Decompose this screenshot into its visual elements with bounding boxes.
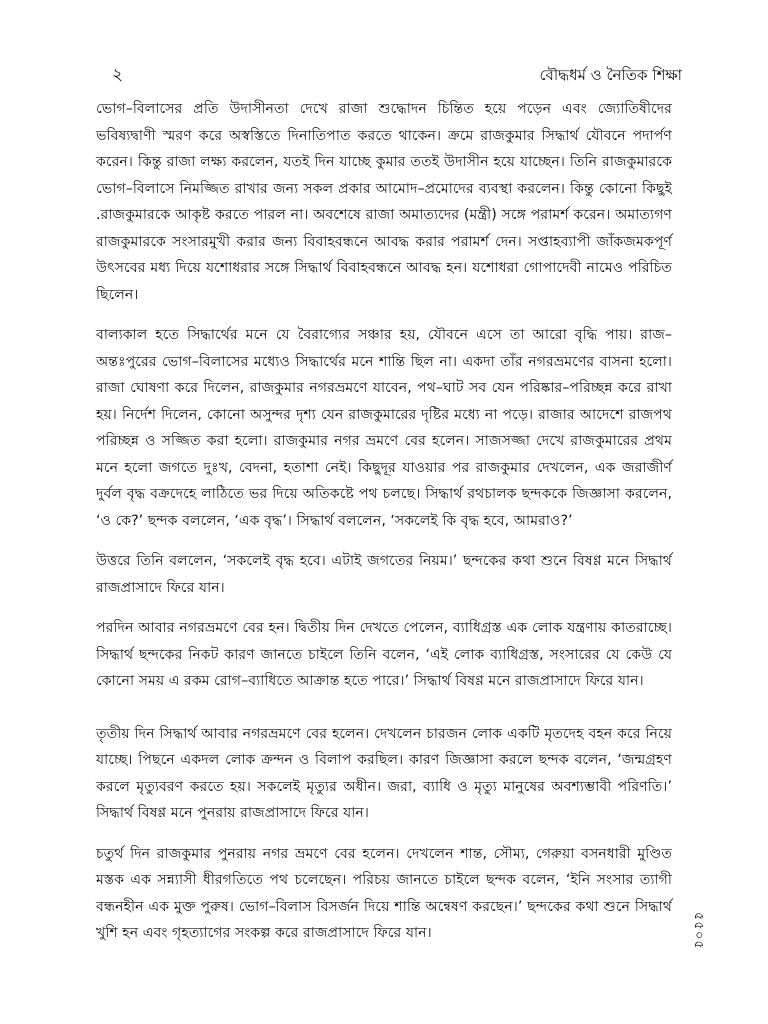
paragraph-6: চতুর্থ দিন রাজকুমার পুনরায় নগর ভ্রমণে বের হলেন। দেখলেন শান্ত, সৌম্য, গেরুয়া বসনধারী মুণ্ডিত মস্তক এক সন্ন্যাসী ধীরগতিতে পথ চলেছেন। পরিচয় জানতে চাইলে ছন্দক বলেন, ‘ইনি সংসার ত্যাগী বন্ধনহীন এক মুক্ত পুরুষ। ভোগ–বিলাস বিসর্জন দিয়ে শান্তি অন্বেষণ করছেন।’ ছন্দকের কথা শুনে সিদ্ধার্থ খুশি হন এবং গৃহত্যাগের সংকল্প করে রাজপ্রাসাদে ফিরে যান।: [96, 845, 672, 941]
paragraph-4: পরদিন আবার নগরভ্রমণে বের হন। দ্বিতীয় দিন দেখতে পেলেন, ব্যাধিগ্রস্ত এক লোক যন্ত্রণায় কাতরাচ্ছে। সিদ্ধার্থ ছন্দকের নিকট কারণ জানতে চাইলে তিনি বলেন, ‘এই লোক ব্যাধিগ্রস্ত, সংসারের যে কেউ যে কোনো সময় এ রকম রোগ–ব্যাধিতে আক্রান্ত হতে পারে।’ সিদ্ধার্থ বিষণ্ণ মনে রাজপ্রাসাদে ফিরে যান।: [96, 620, 672, 689]
paragraph-1: ভোগ–বিলাসের প্রতি উদাসীনতা দেখে রাজা শুদ্ধোদন চিন্তিত হয়ে পড়েন এবং জ্যোতিষীদের ভবিষ্যদ্বাণী স্মরণ করে অস্বস্তিতে দিনাতিপাত করতে থাকেন। ক্রমে রাজকুমার সিদ্ধার্থ যৌবনে পদার্পণ করেন। কিন্তু রাজা লক্ষ্য করলেন, যতই দিন যাচ্ছে কুমার ততই উদাসীন হয়ে যাচ্ছেন। তিনি রাজকুমারকে ভোগ–বিলাসে নিমজ্জিত রাখার জন্য সকল প্রকার আমোদ–প্রমোদের ব্যবস্থা করলেন। কিন্তু কোনো কিছুই .রাজকুমারকে আকৃষ্ট করতে পারল না। অবশেষে রাজা অমাত্যদের (মন্ত্রী) সঙ্গে পরামর্শ করেন। অমাত্যগণ রাজকুমারকে সংসারমুখী করার জন্য বিবাহবন্ধনে আবদ্ধ করার পরামর্শ দেন। সপ্তাহব্যাপী জাঁকজমকপূর্ণ উৎসবের মধ্য দিয়ে যশোধরার সঙ্গে সিদ্ধার্থ বিবাহবন্ধনে আবদ্ধ হন। যশোধরা গোপাদেবী নামেও পরিচিত ছিলেন।: [96, 101, 672, 303]
paragraph-2: বাল্যকাল হতে সিদ্ধার্থের মনে যে বৈরাগ্যের সঞ্চার হয়, যৌবনে এসে তা আরো বৃদ্ধি পায়। রাজ–অন্তঃপুরের ভোগ–বিলাসের মধ্যেও সিদ্ধার্থের মনে শান্তি ছিল না। একদা তাঁর নগরভ্রমণের বাসনা হলো। রাজা ঘোষণা করে দিলেন, রাজকুমার নগরভ্রমণে যাবেন, পথ–ঘাট সব যেন পরিষ্কার–পরিচ্ছন্ন করে রাখা হয়। নির্দেশ দিলেন, কোনো অসুন্দর দৃশ্য যেন রাজকুমারের দৃষ্টির মধ্যে না পড়ে। রাজার আদেশে রাজপথ পরিচ্ছন্ন ও সজ্জিত করা হলো। রাজকুমার নগর ভ্রমণে বের হলেন। সাজসজ্জা দেখে রাজকুমারের প্রথম মনে হলো জগতে দুঃখ, বেদনা, হতাশা নেই। কিছুদূর যাওয়ার পর রাজকুমার দেখলেন, এক জরাজীর্ণ দুর্বল বৃদ্ধ বক্রদেহে লাঠিতে ভর দিয়ে অতিকষ্টে পথ চলছে। সিদ্ধার্থ রথচালক ছন্দককে জিজ্ঞাসা করলেন, ‘ও কে?’ ছন্দক বললেন, ‘এক বৃদ্ধ’। সিদ্ধার্থ বললেন, ‘সকলেই কি বৃদ্ধ হবে, আমরাও?’: [96, 327, 672, 529]
paragraph-3: উত্তরে তিনি বললেন, ‘সকলেই বৃদ্ধ হবে। এটাই জগতের নিয়ম।’ ছন্দকের কথা শুনে বিষণ্ণ মনে সিদ্ধার্থ রাজপ্রাসাদে ফিরে যান।: [96, 553, 672, 596]
page-number: ২: [112, 65, 124, 85]
paragraph-5: তৃতীয় দিন সিদ্ধার্থ আবার নগরভ্রমণে বের হলেন। দেখলেন চারজন লোক একটি মৃতদেহ বহন করে নিয়ে যাচ্ছে। পিছনে একদল লোক ক্রন্দন ও বিলাপ করছিল। কারণ জিজ্ঞাসা করলে ছন্দক বলেন, ‘জন্মগ্রহণ করলে মৃত্যুবরণ করতে হয়। সকলেই মৃত্যুর অধীন। জরা, ব্যাধি ও মৃত্যু মানুষের অবশ্যম্ভাবী পরিণতি।’ সিদ্ধার্থ বিষণ্ণ মনে পুনরায় রাজপ্রাসাদে ফিরে যান।: [96, 725, 672, 821]
page-header: [112, 62, 682, 90]
side-code: ৫৫০৫: [691, 912, 706, 950]
body-text: [96, 96, 672, 961]
running-title: বৌদ্ধধর্ম ও নৈতিক শিক্ষা: [539, 66, 682, 84]
